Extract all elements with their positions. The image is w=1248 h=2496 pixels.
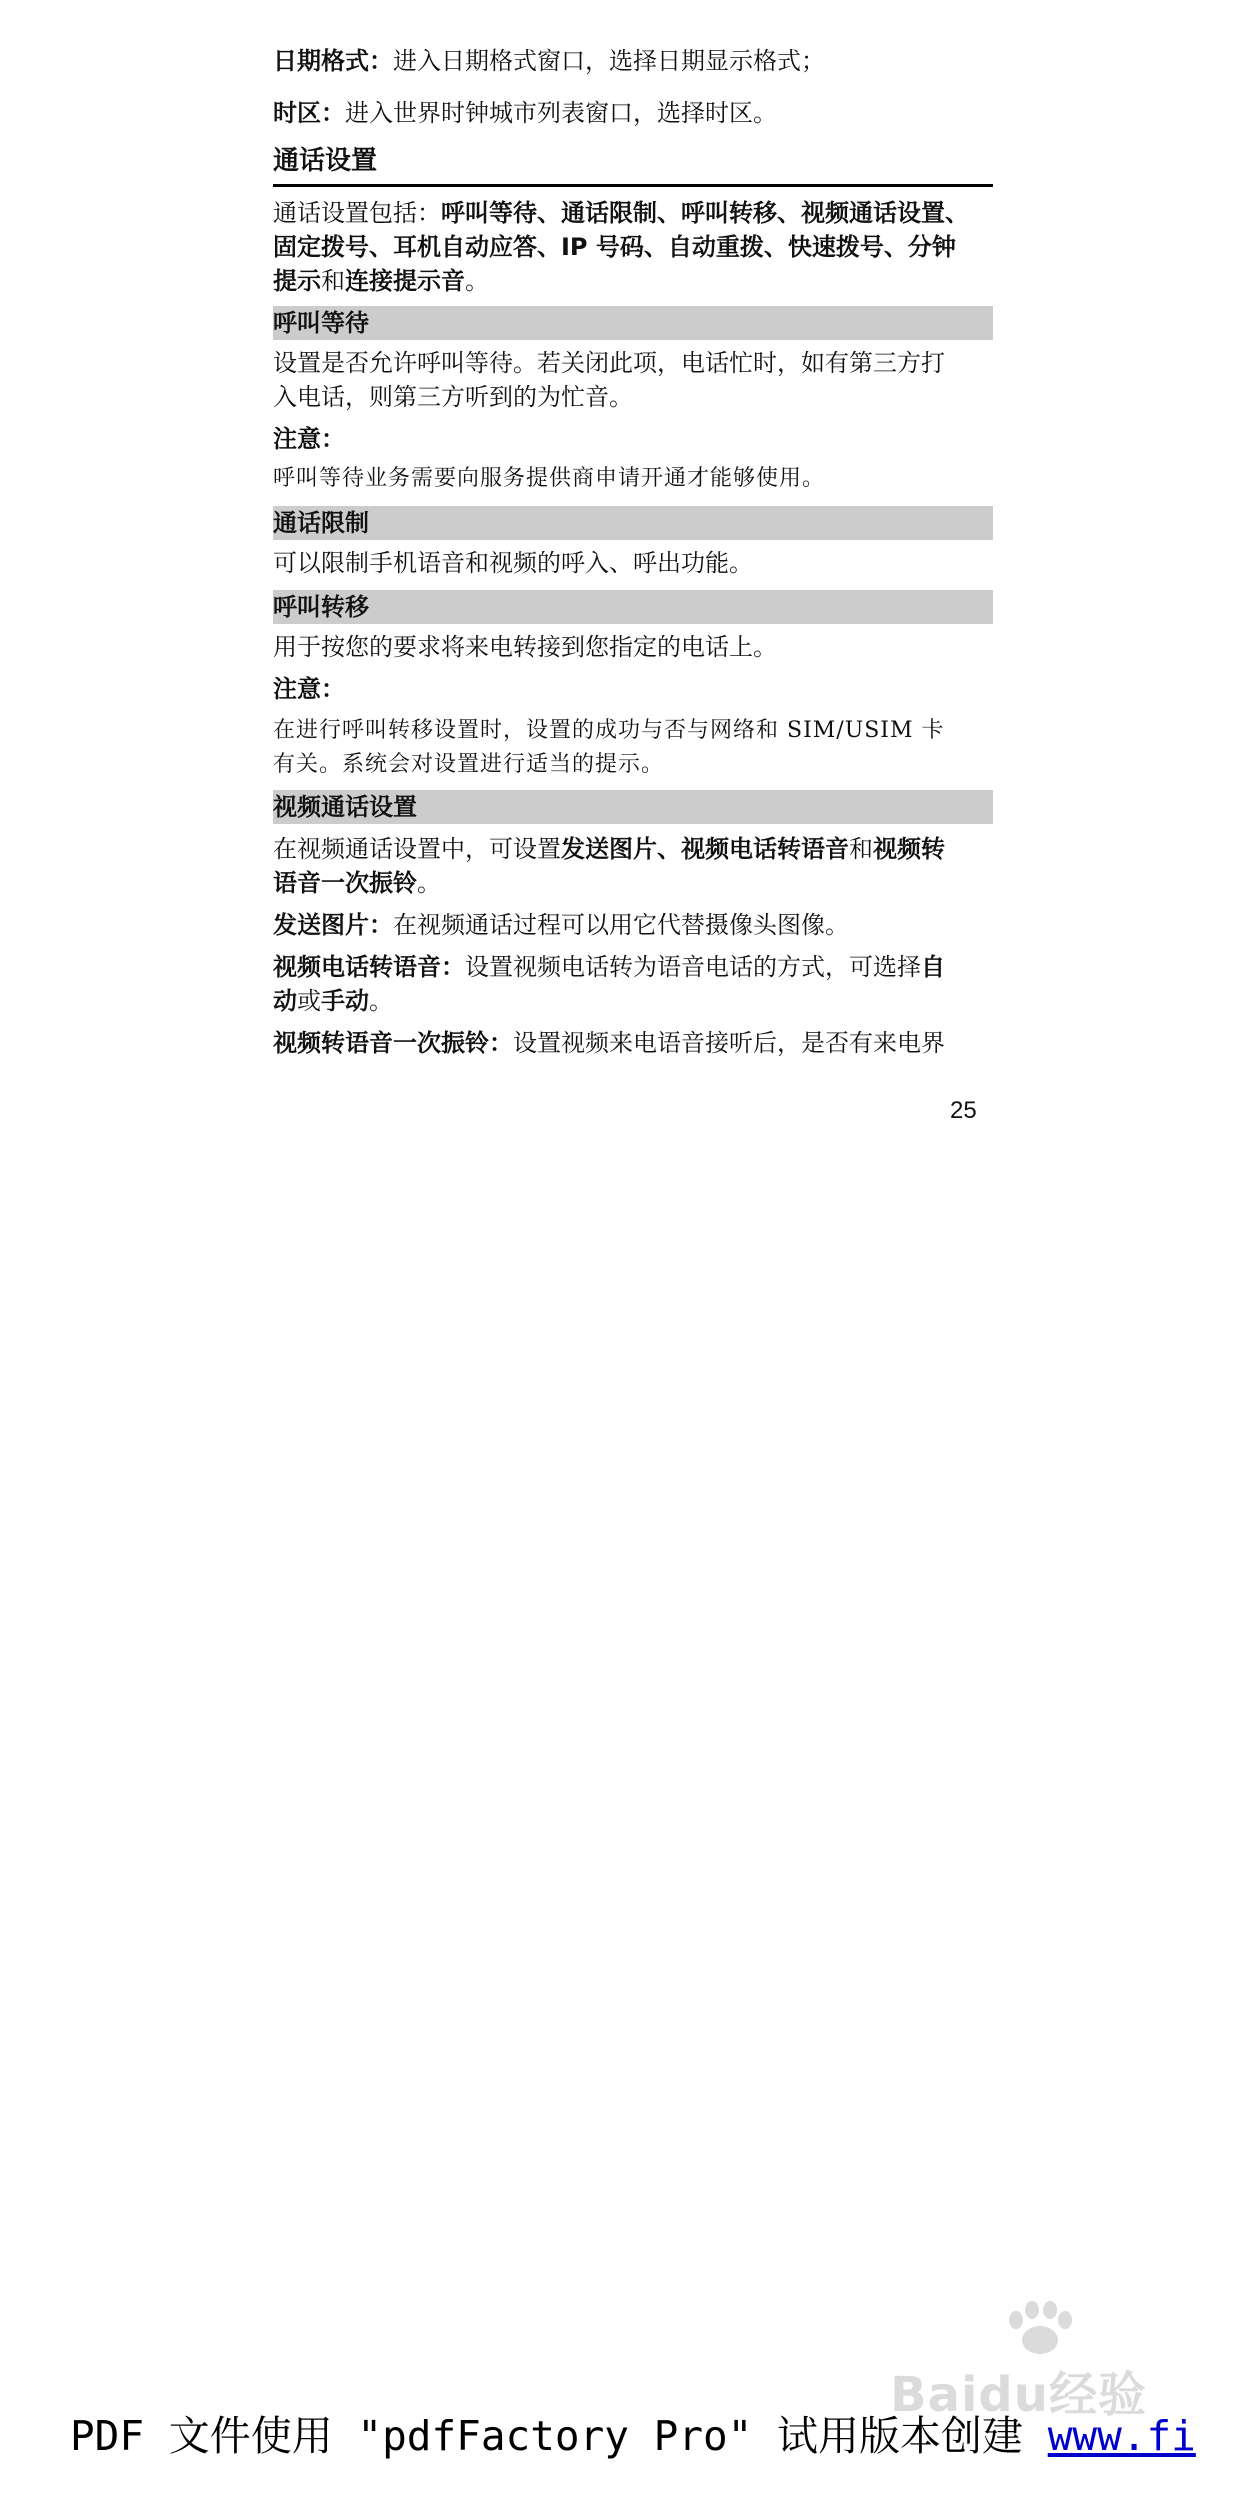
call-forward-note-line-1: 在进行呼叫转移设置时，设置的成功与否与网络和 SIM/USIM 卡 bbox=[273, 718, 945, 743]
video-intro-ring-b: 语音一次振铃 bbox=[273, 869, 417, 897]
video-intro-ring-a: 视频转 bbox=[873, 835, 945, 863]
video-intro-and: 和 bbox=[849, 835, 873, 863]
section-intro-line-3 bbox=[273, 266, 993, 296]
intro-end: 。 bbox=[465, 267, 489, 295]
page-number: 25 bbox=[950, 1097, 977, 1124]
to-voice-or: 或 bbox=[297, 987, 321, 1015]
paw-icon bbox=[890, 2300, 1190, 2360]
video-intro-end: 。 bbox=[417, 869, 441, 897]
video-intro-to-voice: 视频电话转语音 bbox=[681, 835, 849, 863]
footer-text: PDF 文件使用 "pdfFactory Pro" 试用版本创建 bbox=[70, 2412, 1048, 2460]
section-rule bbox=[273, 184, 993, 187]
timezone-line bbox=[273, 98, 993, 128]
pdf-footer bbox=[70, 2410, 1248, 2462]
call-waiting-line-1: 设置是否允许呼叫等待。若关闭此项，电话忙时，如有第三方打 bbox=[273, 349, 945, 377]
baidu-watermark bbox=[890, 2300, 1190, 2423]
footer-link[interactable]: www.fi bbox=[1047, 2412, 1196, 2460]
call-waiting-line-2: 入电话，则第三方听到的为忙音。 bbox=[273, 383, 633, 411]
intro-and: 和 bbox=[321, 267, 345, 295]
to-voice-line-1 bbox=[273, 952, 993, 982]
video-call-heading: 视频通话设置 bbox=[273, 790, 993, 824]
intro-items-2: 固定拨号、耳机自动应答、IP 号码、自动重拨、快速拨号、分钟 bbox=[273, 233, 956, 261]
call-waiting-note-label: 注意： bbox=[273, 425, 345, 453]
call-waiting-heading: 呼叫等待 bbox=[273, 306, 993, 340]
send-image-label: 发送图片： bbox=[273, 911, 393, 939]
section-intro-line-2 bbox=[273, 232, 993, 262]
call-forward-line-1: 用于按您的要求将来电转接到您指定的电话上。 bbox=[273, 633, 777, 661]
intro-items-3b: 连接提示音 bbox=[345, 267, 465, 295]
section-intro-line-1 bbox=[273, 198, 993, 228]
call-waiting-note-text: 呼叫等待业务需要向服务提供商申请开通才能够使用。 bbox=[273, 466, 826, 491]
to-voice-auto-a: 自 bbox=[921, 953, 945, 981]
timezone-label: 时区： bbox=[273, 99, 345, 127]
ring-line bbox=[273, 1028, 993, 1058]
video-intro-send-image: 发送图片 bbox=[561, 835, 657, 863]
to-voice-end: 。 bbox=[369, 987, 393, 1015]
intro-prefix: 通话设置包括： bbox=[273, 199, 441, 227]
watermark-text: Baidu经验 bbox=[890, 2367, 1147, 2423]
call-barring-line-1: 可以限制手机语音和视频的呼入、呼出功能。 bbox=[273, 549, 753, 577]
timezone-text: 进入世界时钟城市列表窗口，选择时区。 bbox=[345, 99, 777, 127]
video-intro-prefix: 在视频通话设置中，可设置 bbox=[273, 835, 561, 863]
to-voice-auto-b: 动 bbox=[273, 987, 297, 1015]
intro-items-1: 呼叫等待、通话限制、呼叫转移、视频通话设置、 bbox=[441, 199, 969, 227]
to-voice-text: 设置视频电话转为语音电话的方式，可选择 bbox=[465, 953, 921, 981]
video-call-intro-line-2 bbox=[273, 868, 993, 898]
document-page bbox=[273, 0, 993, 1140]
video-call-intro-line-1 bbox=[273, 834, 993, 864]
video-intro-sep: 、 bbox=[657, 835, 681, 863]
send-image-text: 在视频通话过程可以用它代替摄像头图像。 bbox=[393, 911, 849, 939]
to-voice-label: 视频电话转语音： bbox=[273, 953, 465, 981]
call-barring-heading: 通话限制 bbox=[273, 506, 993, 540]
date-format-text: 进入日期格式窗口，选择日期显示格式； bbox=[393, 47, 825, 75]
section-title: 通话设置 bbox=[273, 146, 378, 176]
to-voice-line-2 bbox=[273, 986, 993, 1016]
ring-text: 设置视频来电语音接听后，是否有来电界 bbox=[513, 1029, 945, 1057]
call-forward-note-label: 注意： bbox=[273, 675, 345, 703]
call-forward-note-line-2: 有关。系统会对设置进行适当的提示。 bbox=[273, 752, 665, 777]
intro-items-3a: 提示 bbox=[273, 267, 321, 295]
date-format-line bbox=[273, 46, 993, 76]
ring-label: 视频转语音一次振铃： bbox=[273, 1029, 513, 1057]
call-forward-heading: 呼叫转移 bbox=[273, 590, 993, 624]
date-format-label: 日期格式： bbox=[273, 47, 393, 75]
send-image-line bbox=[273, 910, 993, 940]
to-voice-manual: 手动 bbox=[321, 987, 369, 1015]
